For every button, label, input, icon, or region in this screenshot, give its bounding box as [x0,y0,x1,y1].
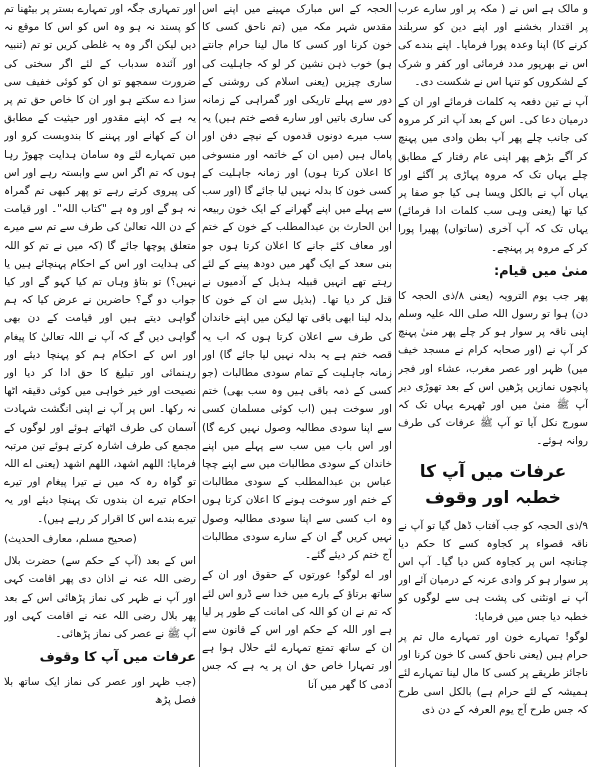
section-heading-arafat-wuquf: عرفات میں آپ کا وقوف [39,650,196,666]
paragraph: اور تمہاری جگہ اور تمہارے بستر پر بیٹھنا تم کو پسند نہ ہو وہ اس کو اس کا موقع نہ دیں لیکن اگر وہ یہ غلطی کریں تو تم (تنبیہ اور آئندہ سدباب کے لئے اگر سختی کی ضرورت سمجھو تو ان کو کوئی خفیف سی سزا دے سکتے ہو اور ان کا خاص حق تم پر یہ ہے کہ اپنے مقدور اور حیثیت کے مطابق ان کے کھانے اور پہننے کا بندوبست کرو اور میں تمہارے لئے وہ سامان ہدایت چھوڑ رہا ہوں کہ تم اگر اس سے وابستہ رہے اور اس کی پیروی کرتے رہے تو پھر کبھی تم گمراہ نہ ہو گے اور وہ ہے "کتاب اللہ"۔ اور قیامت کے دن اللہ تعالیٰ کی طرف سے تم سے میرے متعلق پوچھا جائے گا (کہ میں نے تم کو اللہ کی ہدایت اور اس کے احکام پہنچائے ہیں یا نہیں؟) تو بتاؤ وہاں تم کیا کہو گے اور کیا جواب دو گے؟ حاضرین نے عرض کیا کہ ہم گواہی دیتے ہیں اور قیامت کے دن بھی گواہی دیں گے کہ آپ نے اللہ تعالیٰ کا پیغام اور اس کے احکام ہم کو پہنچا دیئے اور رہنمائی اور تبلیغ کا حق ادا کر دیا اور نصیحت اور خیر خواہی میں کوئی دقیقہ اٹھا نہ رکھا۔ اس پر آپ نے اپنی انگشت شہادت آسمان کی طرف اٹھاتے ہوئے اور لوگوں کے مجمع کی طرف اشارہ کرتے ہوئے تین مرتبہ فرمایا: اللھم اشھد، اللھم اشھد (یعنی اے اللہ تو گواہ رہ کہ میں نے تیرا پیغام اور تیرے احکام تیرے ان بندوں تک پہنچا دیئے اور یہ تیرے بندے اس کا اقرار کر رہے ہیں)۔ [4,3,196,525]
middle-column [202,0,392,769]
paragraph: (جب ظہر اور عصر کی نماز ایک ساتھ بلا فصل پڑھ [4,676,196,707]
paragraph: لوگو! تمہارے خون اور تمہارے مال تم پر حرام ہیں (یعنی ناحق کسی کا خون کرنا اور ناجائز طریقے پر کسی کا مال لینا تمہارے لئے ہمیشہ کے لئے حرام ہے) بالکل اسی طرح کہ جس طرح آج یوم العرفہ کے دن ذی [398,630,588,716]
left-column [4,0,196,769]
column-divider [199,2,200,767]
right-column [398,0,588,769]
paragraph: آپ نے تین دفعہ یہ کلمات فرمائے اور ان کے درمیان دعا کی۔ اس کے بعد آپ اتر کر مروہ کی جانب چلے پھر آپ بطن وادی میں پہنچ کر آگے بڑھے پھر اپنی عام رفتار کے مطابق چلے یہاں تک کہ مروہ پہاڑی پر آگئے اور یہاں آپ نے بالکل ویسا ہی کیا جو صفا پر کیا تھا (یعنی وہی سب کلمات ادا فرمائے) یہاں تک کہ آپ آخری (ساتواں) پھیرا پورا کر کے مروہ پر پہنچے۔ [398,96,588,254]
paragraph: الحجہ کے اس مبارک مہینے میں اپنے اس مقدس شہر مکہ میں (تم ناحق کسی کا خون کرنا اور کسی کا مال لینا حرام جانتے ہو) خوب ذہن نشین کر لو کہ جاہلیت کی ساری چیزیں (یعنی اسلام کی روشنی کے دور سے پہلے تاریکی اور گمراہی کے زمانہ کی ساری باتیں اور سارے قصے ختم ہیں) یہ سب میرے دونوں قدموں کے نیچے دفن اور پامال ہیں (میں ان کے خاتمہ اور منسوخی کا اعلان کرتا ہوں) اور زمانہ جاہلیت کے کسی خون کا بدلہ نہیں لیا جائے گا (اور سب سے پہلے میں اپنے گھرانے کے ایک خون ربیعہ ابن الحارث بن عبدالمطلب کے خون کے ختم اور معاف کئے جانے کا اعلان کرتا ہوں جو بنی سعد کے ایک گھر میں دودھ پینے کے لئے رہتے تھے انہیں قبیلہ ہذیل کے آدمیوں نے قتل کر دیا تھا۔ (بذیل سے ان کے خون کا بدلہ لینا ابھی باقی تھا لیکن میں اپنے خاندان کی طرف سے اعلان کرتا ہوں کہ اب یہ قصہ ختم ہے یہ بدلہ نہیں لیا جائے گا) اور زمانہ جاہلیت کے تمام سودی مطالبات (جو کسی کے ذمہ باقی ہیں وہ سب بھی) ختم اور سوخت ہیں (اب کوئی مسلمان کسی سے اپنا سودی مطالبہ وصول نہیں کرے گا) اور اس باب میں سب سے پہلے میں اپنے خاندان کے سودی مطالبات میں سے اپنے چچا عباس بن عبدالمطلب کے سودی مطالبات کے ختم اور سوخت ہونے کا اعلان کرتا ہوں وہ اب کسی سے اپنا سودی مطالبہ وصول نہیں کریں گے ان کے سارے سودی مطالبات آج ختم کر دیئے گئے۔ [202,3,392,562]
paragraph: و مالک ہے اس نے ( مکہ پر اور سارے عرب پر اقتدار بخشنے اور اپنے دین کو سربلند کرنے کا) اپنا وعدہ پورا فرمایا۔ اپنے بندے کی اس نے بھرپور مدد فرمائی اور کفر و شرک کے لشکروں کو تنہا اس نے شکست دی۔ [398,3,588,88]
paragraph: اس کے بعد (آپ کے حکم سے) حضرت بلال رضی اللہ عنہ نے اذان دی پھر اقامت کہی اور آپ نے ظہر کی نماز پڑھائی اس کے بعد پھر بلال رضی اللہ عنہ نے اقامت کہی اور آپ ﷺ نے عصر کی نماز پڑھائی۔ [4,555,196,640]
paragraph: ۹/ذی الحجہ کو جب آفتاب ڈھل گیا تو آپ نے ناقہ قصواء پر کجاوہ کسے کا حکم دیا چنانچہ اس پر کجاوہ کس دیا گیا۔ آپ اس پر سوار ہو کر وادی عرنہ کے درمیان آئے اور آپ نے اونٹنی کی پشت ہی سے لوگوں کو خطبہ دیا جس میں فرمایا: [398,519,588,623]
paragraph: اور اے لوگو! عورتوں کے حقوق اور ان کے ساتھ برتاؤ کے بارے میں خدا سے ڈرو اس لئے کہ تم نے ان کو اللہ کی امانت کے طور پر لیا ہے اور اللہ کے حکم اور اس کے قانون سے ان کے ساتھ تمتع تمہارے لئے حلال ہوا ہے اور تمہارا خاص حق ان پر یہ ہے کہ جس آدمی کا گھر میں آنا [202,569,392,691]
section-heading-arafat-sermon: عرفات میں آپ کا خطبہ اور وقوف [419,461,567,508]
section-heading-mina: منیٰ میں قیام: [493,263,588,279]
hadith-reference: (صحیح مسلم، معارف الحدیث) [4,532,137,545]
paragraph: پھر جب یوم الترویہ (یعنی ۸/ذی الحجہ کا دن) ہوا تو رسول اللہ صلی اللہ علیہ وسلم اپنی ناقہ پر سوار ہو کر چلے پھر منیٰ پہنچ کر آپ نے (اور صحابہ کرام نے مسجد خیف میں) ظہر اور عصر مغرب، عشاء اور فجر پانچوں نمازیں پڑھیں اس کے بعد تھوڑی دیر آپ ﷺ منیٰ میں اور ٹھہرے یہاں تک کہ سورج نکل آیا تو آپ ﷺ عرفات کی طرف روانہ ہوئے۔ [398,289,588,448]
column-divider [395,2,396,767]
